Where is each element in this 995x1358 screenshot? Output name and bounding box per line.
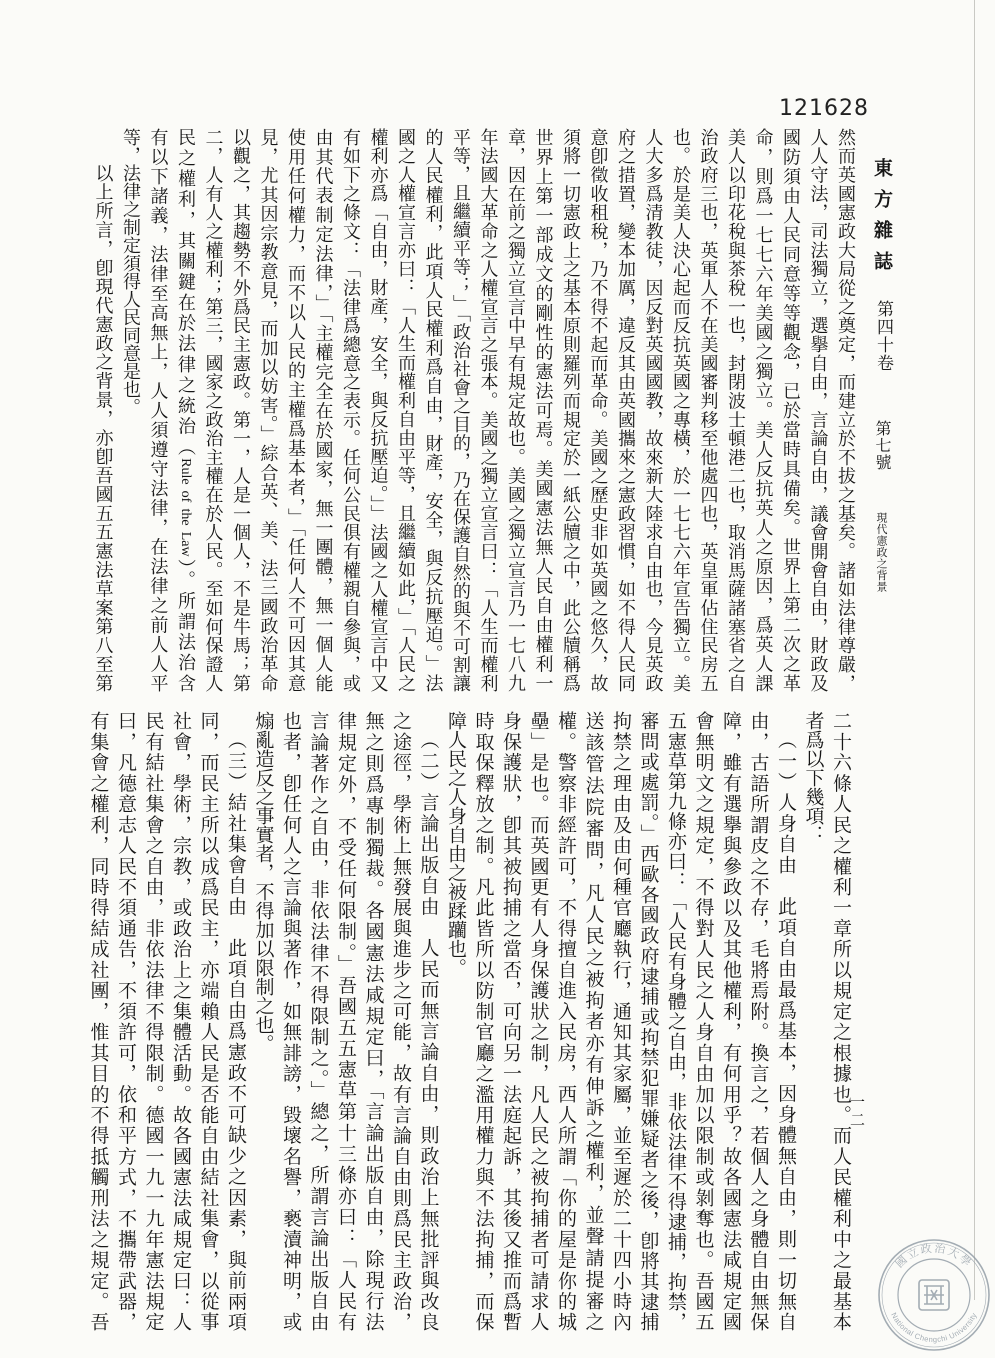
upper-text-block bbox=[89, 128, 859, 692]
text-column: 見，尤其因宗教意見，而加以妨害。」綜合英、美、法三國政治革命 bbox=[257, 128, 279, 692]
scan-edge bbox=[974, 0, 975, 1300]
text-column: 的人民權利，此項人民權利爲自由，財產，安全，與反抗壓迫。」法 bbox=[422, 128, 444, 692]
text-column: 然而英國憲政大局從之奠定，而建立於不拔之基矣。諸如法律尊嚴， bbox=[835, 128, 856, 692]
text-column: 由，古語所謂皮之不存，毛將焉附。換言之，若個人之身體自由無保 bbox=[747, 711, 770, 1331]
text-column: 言論著作之自由，非依法律不得限制之。」總之，所謂言論出版自由 bbox=[307, 711, 330, 1331]
text-column: 者爲以下幾項： bbox=[802, 711, 825, 844]
text-column: 障，雖有選擧與參政以及其他權利，有何用乎？故各國憲法咸規定國 bbox=[720, 711, 742, 1331]
text-column: 壘」是也。而英國更有人身保護狀之制，凡人民之被拘捕者可請求人 bbox=[527, 711, 550, 1331]
section-heading-column: （二）言論出版自由 人民而無言論自由，則政治上無批評與改良 bbox=[417, 730, 440, 1331]
running-title: 現代憲政之背景 bbox=[875, 512, 888, 593]
text-column: 美人以印花稅與茶稅一也，封閉波士頓港二也，取消馬薩諸塞省之自 bbox=[725, 128, 746, 692]
text-column: 權利亦爲「自由，財產，安全，與反抗壓迫。」」法國之人權宣言中又 bbox=[367, 128, 389, 692]
page-number: 一二 bbox=[848, 1094, 866, 1130]
text-column: 等，法律之制定須得人民同意是也。 bbox=[120, 128, 141, 416]
text-column: 無之則爲專制獨裁。各國憲法咸規定曰，「言論出版自由，除現行法 bbox=[362, 711, 385, 1331]
lower-text-block bbox=[84, 711, 854, 1331]
seal-text-en: National Chengchi University bbox=[889, 1311, 979, 1345]
text-column: 之途徑，學術上無發展與進步之可能，故有言論自由則爲民主政治， bbox=[390, 711, 412, 1331]
text-column: 送該管法院審問，凡人民之被拘者亦有伸訴之權利，並聲請提審之 bbox=[582, 711, 605, 1331]
volume-label: 第四十卷 bbox=[873, 300, 893, 372]
text-column: 由其代表制定法律，」「主權完全在於國家，無一團體，無一個人能 bbox=[312, 128, 334, 692]
text-column: 社會，學術，宗教，或政治上之集體活動。故各國憲法咸規定曰：人 bbox=[170, 711, 192, 1331]
text-column: 五憲草第九條亦曰：「人民有身體之自由，非依法律不得逮捕，拘禁， bbox=[665, 711, 687, 1331]
text-column: 以上所言，卽現代憲政之背景，亦卽吾國五五憲法草案第八至第 bbox=[92, 164, 114, 692]
text-column: 煽亂造反之事實者，不得加以限制之也。 bbox=[252, 711, 275, 1053]
magazine-title: 東方雜誌 bbox=[871, 158, 893, 282]
text-column: 人人守法，司法獨立，選擧自由，言論自由，議會開會自由，財政及 bbox=[807, 128, 829, 692]
text-column: 拘禁之理由及由何種官廳執行，通知其家屬，並至遲於二十四小時內 bbox=[610, 711, 632, 1331]
seal-text-cn: 國立政治大學 bbox=[892, 1241, 976, 1271]
section-heading-column: （三）結社集會自由 此項自由爲憲政不可缺少之因素，與前兩項 bbox=[225, 730, 247, 1331]
library-seal bbox=[877, 1238, 991, 1352]
text-column: 二十六條人民之權利一章所以規定之根據也。而人民權利中之最基本 bbox=[830, 711, 852, 1331]
text-column: 治政府三也，英軍人不在美國審判移至他處四也，英皇軍佔住民房五 bbox=[697, 128, 719, 692]
text-column: 人大多爲清教徒，因反對英國國教，故來新大陸求自由也，今見英政 bbox=[642, 128, 664, 692]
text-column: 時取保釋放之制。凡此皆所以防制官廳之濫用權力與不法拘捕，而保 bbox=[472, 711, 495, 1331]
text-column: 國防須由人民同意等等觀念，已於當時具備矣。世界上第二次之革 bbox=[780, 128, 801, 692]
serial-number: 121628 bbox=[779, 96, 869, 121]
text-column: 同，而民主所以成爲民主，亦端賴人民是否能自由結社集會，以從事 bbox=[197, 711, 220, 1331]
text-column: 平等，且繼續平等；」「政治社會之目的，乃在保護自然的與不可割讓 bbox=[450, 128, 471, 692]
section-heading-column: （一）人身自由 此項自由最爲基本，因身體無自由，則一切無自 bbox=[775, 730, 797, 1331]
text-column: 章，因在前之獨立宣言中早有規定故也。美國之獨立宣言乃一七八九 bbox=[505, 128, 526, 692]
text-column: 國之人權宣言亦曰：「人生而權利自由平等，且繼續如此，」「人民之 bbox=[395, 128, 416, 692]
text-column: 也。於是美人決心起而反抗英國之專橫，於一七七六年宣告獨立。美 bbox=[670, 128, 691, 692]
seal-emblem-icon bbox=[919, 1280, 949, 1310]
column-text: ）。所謂法治含 bbox=[175, 556, 196, 692]
text-column: 律規定外，不受任何限制。」吾國五五憲草第十三條亦曰：「人民有 bbox=[335, 711, 357, 1331]
text-column: 曰，凡德意志人民不須通告，不須許可，依和平方式，不攜帶武器， bbox=[115, 711, 137, 1331]
text-column: 須將一切憲政上之基本原則羅列而規定於一紙公牘之中，此公牘稱爲 bbox=[560, 128, 581, 692]
latin-phrase: Rule of the Law bbox=[178, 458, 193, 557]
text-column: 有集會之權利，同時得結成社團，惟其目的不得抵觸刑法之規定。吾 bbox=[87, 711, 110, 1331]
text-column: 年法國大革命之人權宣言之張本。美國之獨立宣言曰：「人生而權利 bbox=[477, 128, 499, 692]
text-column: 意卽徵收租稅，乃不得不起而革命。美國之歷史非如英國之悠久，故 bbox=[587, 128, 609, 692]
text-column: 使用任何權力，而不以人民的主權爲基本者，」「任何人不可因其意 bbox=[285, 128, 306, 692]
text-column: 二，人有人之權利；第三，國家之政治主權在於人民。至如何保證人 bbox=[202, 128, 224, 692]
text-column: 權。警察非經許可，不得擅自進入民房，西人所謂「你的屋是你的城 bbox=[555, 711, 577, 1331]
text-column: 有以下諸義，法律至高無上，人人須遵守法律，在法律之前人人平 bbox=[147, 128, 169, 692]
text-column: 也者，卽任何人之言論與著作，如無誹謗，毀壞名譽，褻瀆神明，或 bbox=[280, 711, 302, 1331]
issue-label: 第七號 bbox=[873, 420, 892, 471]
text-column: 府之措置，變本加厲，違反其由英國攜來之憲政習慣，如不得人民同 bbox=[615, 128, 636, 692]
column-text: 民之權利，其關鍵在於法律之統治（ bbox=[175, 128, 196, 459]
text-column: 障人民之人身自由之被蹂躪也。 bbox=[445, 711, 467, 977]
text-column: 命，則爲一七七六年美國之獨立。美人反抗英人之原因，爲英人課 bbox=[752, 128, 774, 692]
text-column bbox=[172, 128, 200, 692]
text-column: 以觀之，其趨勢不外爲民主憲政。第一，人是一個人，不是牛馬；第 bbox=[230, 128, 251, 692]
text-column: 審問或處罰。」西歐各國政府逮捕或拘禁犯罪嫌疑者之後，卽將其逮捕 bbox=[637, 711, 660, 1331]
text-column: 身保護狀，卽其被拘捕之當否，可向另一法庭起訴，其後又推而爲暫 bbox=[500, 711, 522, 1331]
text-column: 世界上第一部成文的剛性的憲法可焉。美國憲法無人民自由權利一 bbox=[532, 128, 554, 692]
text-column: 有如下之條文：「法律爲總意之表示。任何公民俱有權親自參與，或 bbox=[340, 128, 361, 692]
text-column: 民有結社集會之自由，非依法律不得限制。德國一九一九年憲法規定 bbox=[142, 711, 165, 1331]
text-column: 會無明文之規定，不得對人民之人身自由加以限制或剝奪也。吾國五 bbox=[692, 711, 715, 1331]
